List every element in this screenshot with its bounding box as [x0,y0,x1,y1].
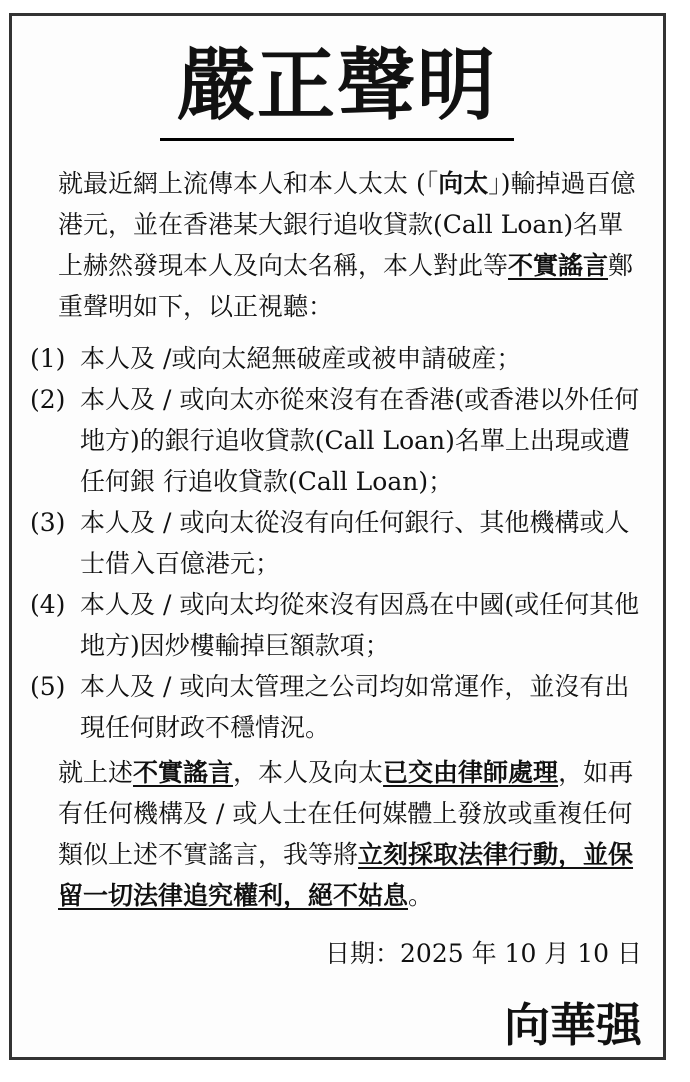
list-item [30,666,650,748]
legal-action-term: 立刻採取法律行動，並保留一切法律追究權利，絕不姑息 [58,840,634,910]
closing-text-2: ，本人及向太 [233,758,384,787]
rumor-term: 不實謠言 [508,251,609,280]
item-number: (1) [30,344,66,373]
item-number: (4) [30,590,66,619]
intro-paragraph [58,163,648,327]
signature: 向華强 [504,998,642,1052]
lawyer-term: 已交由律師處理 [383,758,559,787]
list-item [30,584,650,666]
closing-text-3: ，如再有任何機構及 / 或人士在任何媒體上發放或重複任何類似上述不實謠言，我等將 [58,758,634,869]
page-title: 嚴正聲明 [160,38,514,141]
item-text: 本人及 / 或向太從沒有向任何銀行、其他機構或人士借入百億港元； [80,508,630,578]
wife-term: 向太 [438,169,489,198]
statement-list [30,338,650,748]
intro-text-1: 就最近網上流傳本人和本人太太 (「 [58,169,439,198]
item-text: 本人及 /或向太絕無破産或被申請破産； [80,344,522,373]
list-item [30,502,650,584]
item-text: 本人及 / 或向太管理之公司均如常運作，並沒有出現任何財政不穩情況。 [80,672,630,742]
item-number: (3) [30,508,66,537]
closing-text-1: 就上述 [58,758,134,787]
item-number: (2) [30,385,66,414]
item-number: (5) [30,672,66,701]
rumor-term: 不實謠言 [133,758,234,787]
list-item [30,379,650,502]
closing-paragraph [58,752,648,916]
intro-text-3: 鄭重聲明如下，以正視聽： [58,251,634,321]
item-text: 本人及 / 或向太均從來沒有因爲在中國(或任何其他地方)因炒樓輸掉巨額款項； [80,590,640,660]
list-item [30,338,650,379]
notice-date: 日期：2025 年 10 月 10 日 [325,939,642,968]
item-text: 本人及 / 或向太亦從來沒有在香港(或香港以外任何地方)的銀行追收貸款(Call Loan)名單上出現或遭任何銀 行追收貸款(Call Loan)； [80,385,640,496]
intro-text-2: 」)輸掉過百億港元，並在香港某大銀行追收貸款(Call Loan)名單上赫然發現本人及向太名稱，本人對此等 [58,169,636,280]
closing-text-4: 。 [408,881,434,910]
